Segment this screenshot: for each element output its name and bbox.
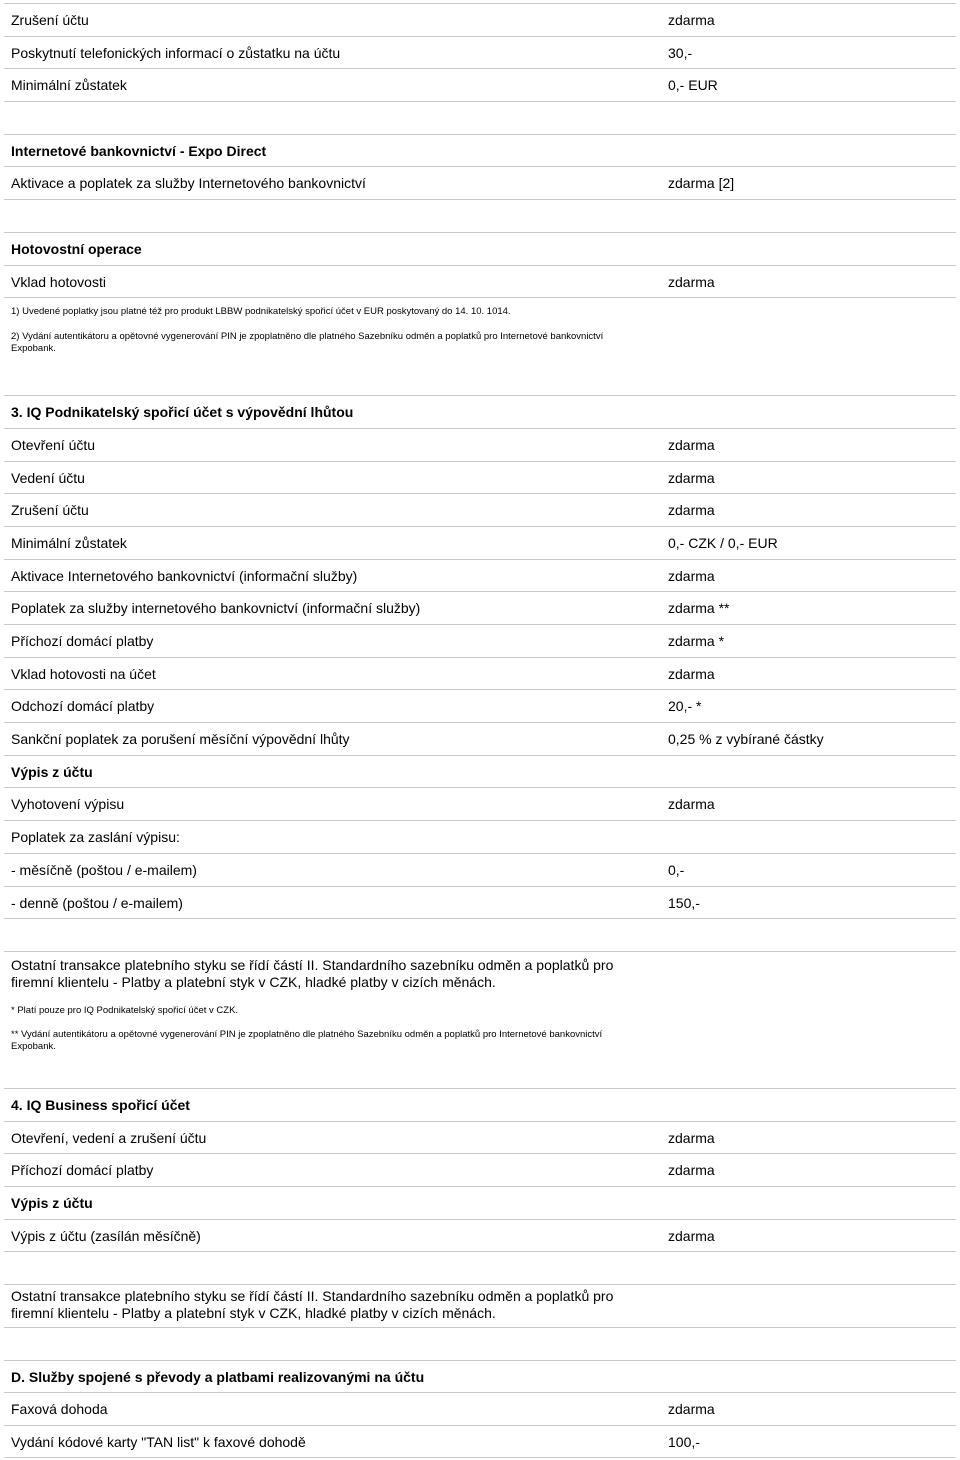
fee-label: Aktivace a poplatek za služby Internetového bankovnictví [11,175,366,192]
fee-label: Poplatek za služby internetového bankovnictví (informační služby) [11,600,421,617]
fee-row [4,3,956,36]
section-heading: Hotovostní operace [11,240,142,257]
fee-label: Vyhotovení výpisu [11,796,125,813]
fee-row [4,461,956,494]
subsection-heading-row [4,755,956,788]
section-heading: Internetové bankovnictví - Expo Direct [11,142,267,159]
fee-row [4,1425,956,1458]
fee-row [4,591,956,624]
fee-value: zdarma [668,469,715,486]
fee-value: zdarma [668,1227,715,1244]
section-heading-row [4,395,956,428]
fee-row [4,526,956,559]
spacer-row [4,199,956,232]
section-heading-row [4,1360,956,1393]
section-heading: 4. IQ Business spořicí účet [11,1096,190,1113]
spacer-row [4,918,956,951]
spacer-row [4,1251,956,1284]
fee-value: 20,- * [668,698,702,715]
fee-row [4,689,956,722]
fee-row [4,1153,956,1186]
fee-label: - denně (poštou / e-mailem) [11,894,183,911]
fee-value: 150,- [668,894,700,911]
fee-row [4,624,956,657]
fee-value: zdarma [2] [668,175,735,192]
fee-label: Poplatek za zaslání výpisu: [11,829,180,846]
fee-row [4,853,956,886]
fee-label: Otevření, vedení a zrušení účtu [11,1129,207,1146]
fee-value: zdarma [668,273,715,290]
notes-row [4,951,956,1088]
fee-value: zdarma [668,12,715,28]
fee-label: - měsíčně (poštou / e-mailem) [11,861,197,878]
fee-label: Příchozí domácí platby [11,633,154,649]
fee-row [4,559,956,592]
fee-label: Otevření účtu [11,436,96,453]
fee-row [4,1392,956,1425]
section-heading-row [4,134,956,167]
fee-label: Zrušení účtu [11,502,89,519]
fee-label: Výpis z účtu (zasílán měsíčně) [11,1227,201,1244]
fee-label: Zrušení účtu [11,12,89,28]
fee-row [4,1219,956,1252]
fee-row [4,1121,956,1154]
footnote: 1) Uvedené poplatky jsou platné též pro produkt LBBW podnikatelský spořicí účet v EUR poskytovaný do 14. 10. 1014. [11,306,511,318]
fee-label: Vklad hotovosti [11,273,106,290]
fee-label: Aktivace Internetového bankovnictví (informační služby) [11,567,358,584]
subsection-heading: Výpis z účtu [11,1194,93,1211]
fee-row [4,166,956,199]
fee-value: zdarma [668,502,715,519]
fee-label: Sankční poplatek za porušení měsíční výpovědní lhůty [11,731,350,748]
footnote: ** Vydání autentikátoru a opětovné vygenerování PIN je zpoplatněno dle platného Sazebníku odměn a poplatků pro Internetové bankovnictví Expobank. [11,1028,603,1052]
fee-label: Poskytnutí telefonických informací o zůstatku na účtu [11,44,341,61]
fee-label: Faxová dohoda [11,1401,108,1418]
fee-value: zdarma [668,1401,715,1418]
fee-row [4,428,956,461]
footnote: * Platí pouze pro IQ Podnikatelský spořicí účet v CZK. [11,1004,239,1016]
fee-document [4,3,956,1458]
fee-value: 0,- EUR [668,77,718,94]
fee-value: zdarma [668,1162,715,1179]
fee-row [4,657,956,690]
fee-value: zdarma * [668,633,725,649]
fee-value: 100,- [668,1434,700,1451]
fee-row [4,787,956,820]
fee-row [4,886,956,919]
fee-label: Odchozí domácí platby [11,698,155,715]
fee-value: zdarma [668,1129,715,1146]
subsection-heading: Výpis z účtu [11,763,93,780]
fee-row [4,36,956,69]
fee-row [4,820,956,853]
other-transactions-text: Ostatní transakce platebního styku se řídí částí II. Standardního sazebníku odměn a poplatků pro firemní klientelu - Platby a platební styk v CZK, hladké platby v cizích měnách. [11,1288,614,1321]
fee-label: Minimální zůstatek [11,534,127,551]
section-heading-row [4,232,956,265]
fee-label: Vedení účtu [11,469,85,486]
notes-row [4,1284,956,1327]
fee-label: Vydání kódové karty "TAN list" k faxové dohodě [11,1434,306,1451]
fee-row [4,722,956,755]
spacer-row [4,1327,956,1360]
fee-value: zdarma [668,436,715,453]
footnotes-row [4,297,956,395]
fee-row [4,265,956,298]
fee-row [4,493,956,526]
fee-value: 0,- [668,861,685,878]
fee-value: zdarma [668,567,715,584]
section-heading: D. Služby spojené s převody a platbami realizovanými na účtu [11,1368,425,1385]
section-heading: 3. IQ Podnikatelský spořicí účet s výpovědní lhůtou [11,404,354,421]
fee-label: Vklad hotovosti na účet [11,665,156,682]
fee-value: 0,25 % z vybírané částky [668,731,824,748]
fee-value: zdarma [668,665,715,682]
fee-value: zdarma ** [668,600,730,617]
spacer-row [4,101,956,134]
fee-value: 30,- [668,44,693,61]
other-transactions-text: Ostatní transakce platebního styku se řídí částí II. Standardního sazebníku odměn a poplatků pro firemní klientelu - Platby a platební styk v CZK, hladké platby v cizích měnách. [11,956,614,990]
fee-value: zdarma [668,796,715,813]
subsection-heading-row [4,1186,956,1219]
footnote: 2) Vydání autentikátoru a opětovné vygenerování PIN je zpoplatněno dle platného Sazebníku odměn a poplatků pro Internetové bankovnictví Expobank. [11,331,604,355]
fee-label: Příchozí domácí platby [11,1162,154,1179]
fee-row [4,68,956,101]
fee-value: 0,- CZK / 0,- EUR [668,534,778,551]
section-heading-row [4,1088,956,1121]
fee-label: Minimální zůstatek [11,77,127,94]
